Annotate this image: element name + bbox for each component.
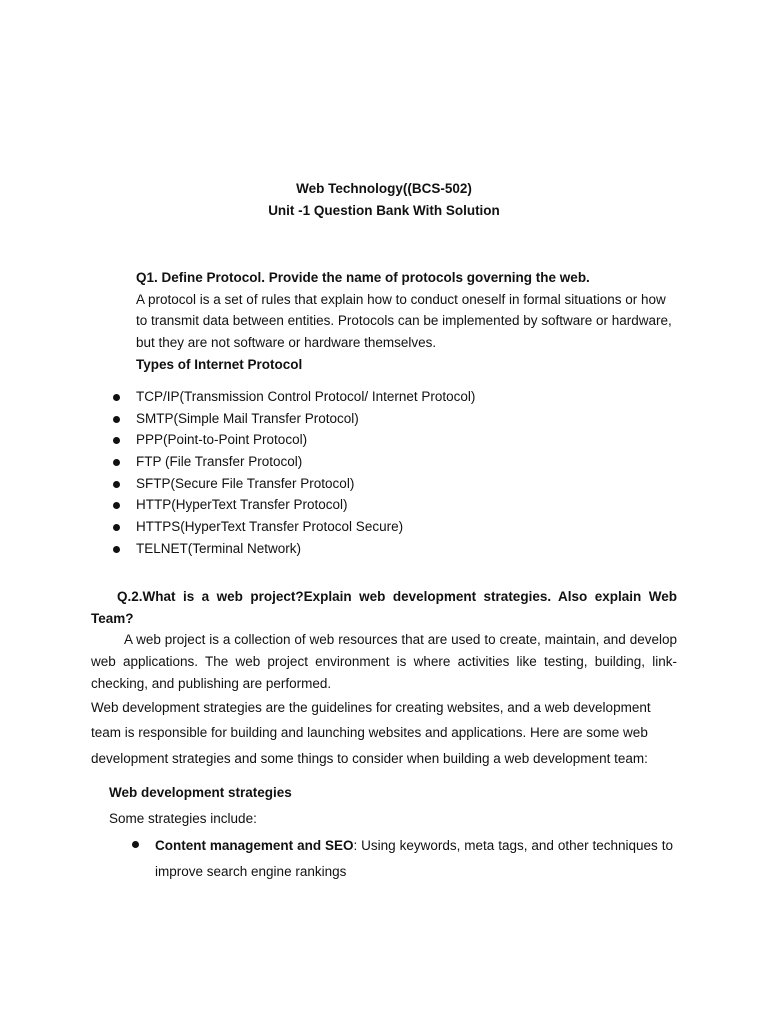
- protocol-list: [136, 386, 676, 560]
- protocol-name: FTP (File Transfer Protocol): [136, 454, 303, 470]
- list-item: [136, 538, 676, 560]
- protocol-types-heading: Types of Internet Protocol: [136, 356, 303, 372]
- list-item: [136, 386, 676, 408]
- list-item: [136, 494, 676, 516]
- strategy-term: Content management and SEO: [155, 838, 354, 853]
- list-item: [136, 408, 676, 430]
- strategy-description: : Using keywords, meta tags, and other techniques to improve search engine rankings: [155, 838, 673, 879]
- list-item: [155, 833, 673, 879]
- strategies-heading: Web development strategies: [109, 785, 292, 800]
- question-1-heading: Q1. Define Protocol. Provide the name of protocols governing the web.: [136, 270, 590, 285]
- bullet-icon: [113, 437, 120, 444]
- question-1-answer: A protocol is a set of rules that explain how to conduct oneself in formal situations or how to transmit data between entities. Protocols can be implemented by software or hardware, but they are not software or hardware themselves.: [136, 291, 672, 351]
- protocol-name: TELNET(Terminal Network): [136, 540, 302, 556]
- question-2-section: [91, 586, 677, 771]
- question-2-answer-paragraph-1: A web project is a collection of web resources that are used to create, maintain, and develop web applications. The web project environment is where activities like testing, building, link-checking, and publishing are performed.: [91, 632, 677, 691]
- bullet-icon: [113, 459, 120, 466]
- list-item: [136, 516, 676, 538]
- bullet-icon: [113, 546, 120, 553]
- question-2-heading: Q.2.What is a web project?Explain web development strategies. Also explain Web Team?: [91, 589, 677, 626]
- list-item: [136, 429, 676, 451]
- unit-title: Unit -1 Question Bank With Solution: [268, 203, 500, 218]
- bullet-icon: [113, 502, 120, 509]
- protocol-name: TCP/IP(Transmission Control Protocol/ Internet Protocol): [136, 389, 476, 404]
- strategy-list: [155, 833, 673, 879]
- list-item: [136, 473, 676, 495]
- protocol-name: PPP(Point-to-Point Protocol): [136, 432, 308, 448]
- protocol-name: SMTP(Simple Mail Transfer Protocol): [136, 410, 359, 426]
- course-title: Web Technology((BCS-502): [296, 181, 472, 196]
- bullet-icon: [113, 524, 120, 531]
- protocol-name: SFTP(Secure File Transfer Protocol): [136, 475, 355, 491]
- bullet-icon: [132, 841, 139, 848]
- strategies-intro: Some strategies include:: [109, 811, 257, 826]
- bullet-icon: [113, 394, 120, 401]
- list-item: [136, 451, 676, 473]
- protocol-name: HTTPS(HyperText Transfer Protocol Secure): [136, 519, 404, 535]
- bullet-icon: [113, 481, 120, 488]
- bullet-icon: [113, 416, 120, 423]
- question-2-answer-paragraph-2: Web development strategies are the guidelines for creating websites, and a web development team is responsible for building and launching websites and applications. Here are some web development strategies and some things to consider when building a web development team:: [91, 699, 651, 766]
- protocol-name: HTTP(HyperText Transfer Protocol): [136, 497, 348, 513]
- question-1-section: [136, 267, 676, 376]
